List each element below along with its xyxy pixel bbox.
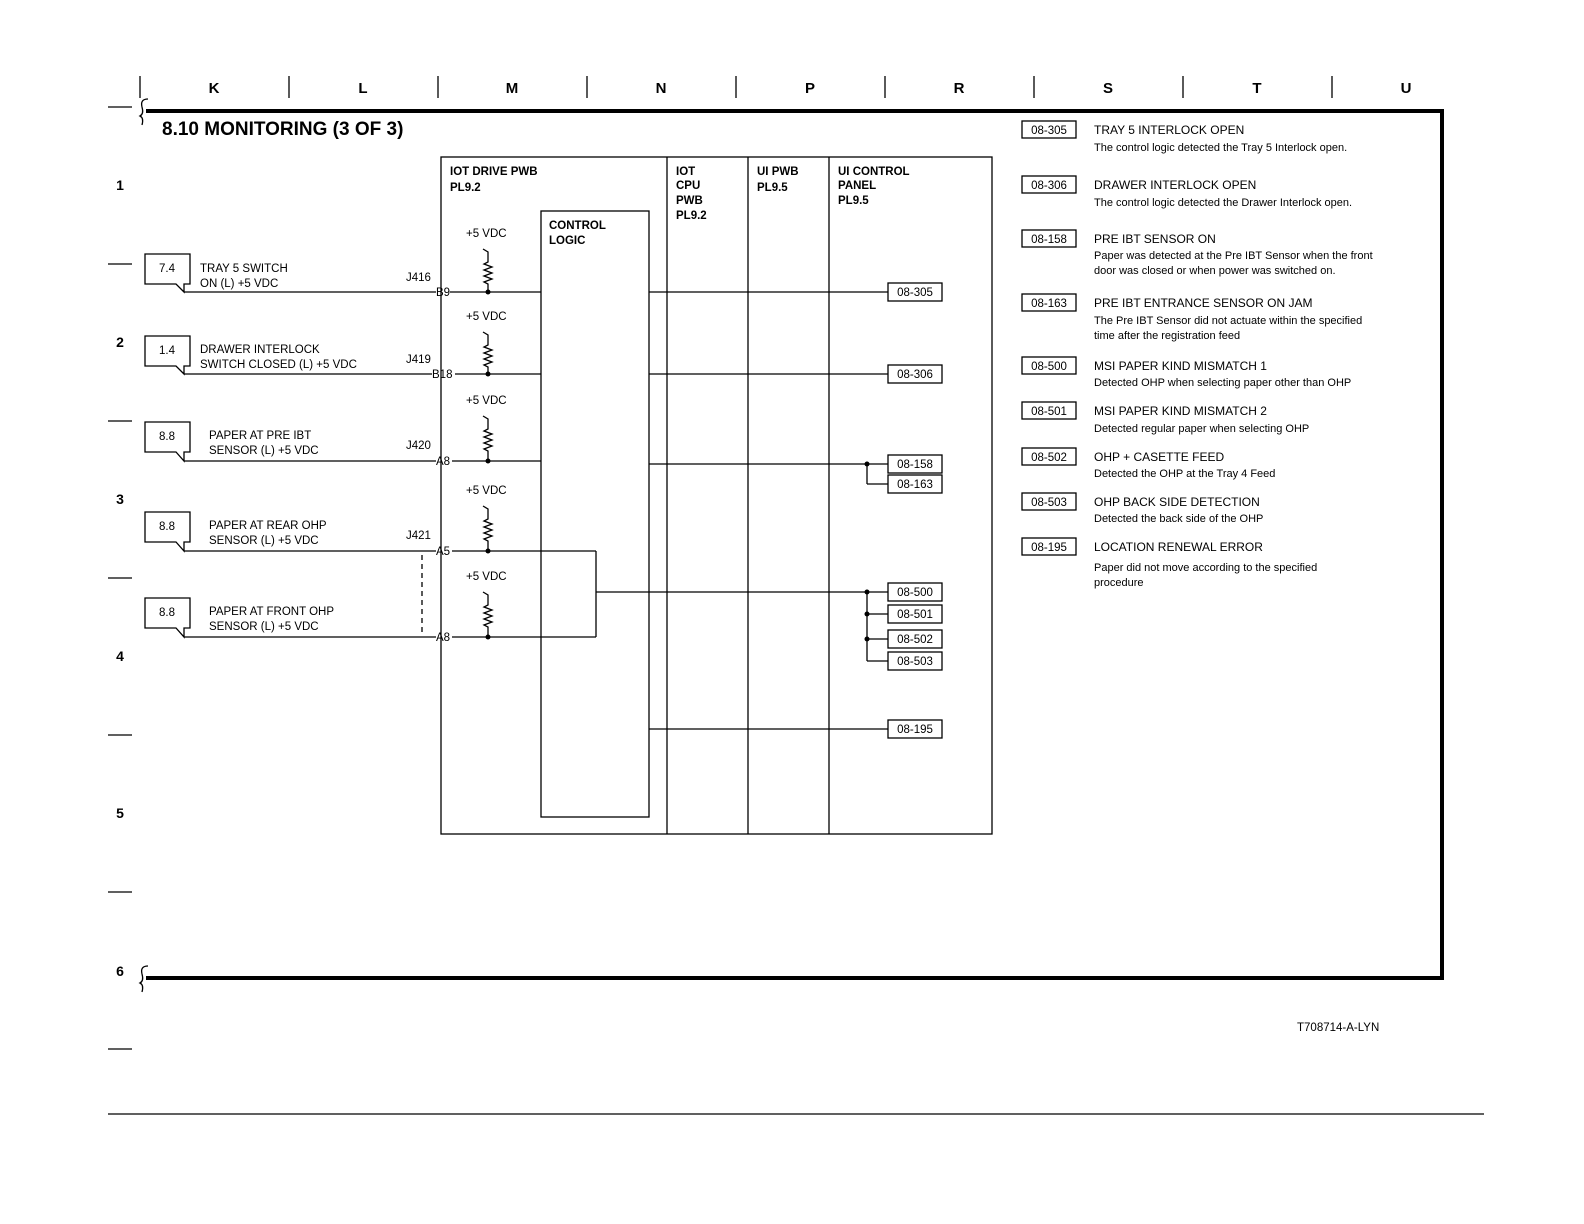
fault-description: Detected the back side of the OHP (1094, 513, 1264, 525)
column-label: S (1102, 80, 1114, 97)
fault-entry-08-503 (1022, 493, 1263, 525)
ref-tag: 7.4 (159, 263, 175, 275)
fault-code: 08-305 (1031, 125, 1067, 137)
output-code: 08-501 (897, 609, 933, 621)
connector-label: J421 (406, 530, 431, 542)
vdc-label: +5 VDC (466, 571, 507, 583)
input-signal-3 (145, 422, 541, 468)
column-label: T (1252, 80, 1262, 97)
column-label: P (804, 80, 816, 97)
connector-label: J416 (406, 272, 431, 284)
ref-tag: 1.4 (159, 345, 175, 357)
column-label: L (358, 80, 368, 97)
signal-label: SWITCH CLOSED (L) +5 VDC (200, 359, 357, 371)
fault-entry-08-500 (1022, 357, 1351, 389)
pullup-resistor-3 (466, 395, 507, 461)
signal-label: ON (L) +5 VDC (200, 278, 279, 290)
fault-entry-08-501 (1022, 402, 1309, 435)
input-signal-5 (145, 555, 596, 644)
fault-title: OHP + CASETTE FEED (1094, 450, 1225, 464)
pullup-resistors (466, 228, 507, 637)
fault-description: The Pre IBT Sensor did not actuate within the specified (1094, 315, 1363, 327)
column-label: N (655, 80, 667, 97)
ref-tag: 8.8 (159, 521, 175, 533)
fault-description: Detected OHP when selecting paper other than OHP (1094, 377, 1352, 389)
output-wiring (649, 292, 888, 729)
column-label: K (208, 80, 220, 97)
row-label: 3 (116, 491, 124, 507)
iot-drive-pl: PL9.2 (450, 182, 481, 194)
fault-code: 08-503 (1031, 497, 1067, 509)
fault-legend (1022, 121, 1373, 589)
fault-description: The control logic detected the Tray 5 Interlock open. (1094, 142, 1348, 154)
signal-label: PAPER AT REAR OHP (209, 520, 327, 532)
fault-description: door was closed or when power was switched on. (1094, 265, 1336, 277)
output-code: 08-305 (897, 287, 933, 299)
iot-cpu-label: PWB (676, 195, 703, 207)
ohp-wiring (596, 551, 867, 637)
iot-cpu-label: CPU (676, 180, 701, 192)
fault-description: Detected the OHP at the Tray 4 Feed (1094, 468, 1276, 480)
pin-label: A5 (436, 546, 451, 558)
pullup-resistor-1 (466, 228, 507, 292)
fault-description: procedure (1094, 577, 1144, 589)
control-logic-label: CONTROL (549, 220, 606, 232)
vdc-label: +5 VDC (466, 228, 507, 240)
signal-label: PAPER AT FRONT OHP (209, 606, 335, 618)
signal-label: SENSOR (L) +5 VDC (209, 621, 319, 633)
ui-panel-label: UI CONTROL (838, 166, 910, 178)
output-code: 08-195 (897, 724, 933, 736)
row-label: 1 (116, 177, 124, 193)
control-logic-label: LOGIC (549, 235, 586, 247)
output-code: 08-306 (897, 369, 933, 381)
column-label: U (1400, 80, 1412, 97)
ref-tag: 8.8 (159, 607, 175, 619)
fault-description: The control logic detected the Drawer Interlock open. (1094, 197, 1353, 209)
output-code: 08-503 (897, 656, 933, 668)
fault-code: 08-195 (1031, 542, 1067, 554)
output-code: 08-163 (897, 479, 933, 491)
pullup-resistor-5 (466, 571, 507, 637)
iot-cpu-pl: PL9.2 (676, 210, 707, 222)
fault-title: MSI PAPER KIND MISMATCH 2 (1094, 404, 1267, 418)
fault-entry-08-305 (1022, 121, 1347, 154)
row-label: 2 (116, 334, 124, 350)
connector-label: J420 (406, 440, 431, 452)
column-label: R (953, 80, 965, 97)
output-code: 08-500 (897, 587, 933, 599)
fault-entry-08-163 (1022, 294, 1362, 342)
pullup-resistor-4 (466, 485, 507, 551)
connector-label: J419 (406, 354, 431, 366)
pin-label: B9 (436, 287, 451, 299)
iot-cpu-label: IOT (676, 166, 696, 178)
input-signal-2 (145, 336, 541, 381)
fault-entry-08-306 (1022, 176, 1352, 209)
fault-title: LOCATION RENEWAL ERROR (1094, 540, 1263, 554)
vdc-label: +5 VDC (466, 311, 507, 323)
ui-panel-pl: PL9.5 (838, 195, 869, 207)
input-signal-4 (145, 512, 596, 558)
fault-title: PRE IBT ENTRANCE SENSOR ON JAM (1094, 296, 1313, 310)
ref-tag: 8.8 (159, 431, 175, 443)
pullup-resistor-2 (466, 311, 507, 374)
fault-title: PRE IBT SENSOR ON (1094, 232, 1216, 246)
pin-label: A8 (436, 632, 451, 644)
fault-code: 08-163 (1031, 298, 1067, 310)
fault-description: Paper did not move according to the specified (1094, 562, 1318, 574)
block-labels (450, 166, 910, 247)
signal-label: SENSOR (L) +5 VDC (209, 445, 319, 457)
output-code: 08-502 (897, 634, 933, 646)
fault-title: DRAWER INTERLOCK OPEN (1094, 178, 1257, 192)
column-grid (140, 76, 1411, 98)
vdc-label: +5 VDC (466, 485, 507, 497)
pin-label: A8 (436, 456, 451, 468)
row-label: 6 (116, 963, 124, 979)
output-code: 08-158 (897, 459, 933, 471)
figure-id: T708714-A-LYN (1297, 1022, 1380, 1034)
fault-description: Detected regular paper when selecting OHP (1094, 423, 1310, 435)
signal-label: DRAWER INTERLOCK (200, 344, 320, 356)
input-signal-1 (145, 254, 541, 299)
fault-entry-08-158 (1022, 230, 1373, 277)
fault-description: time after the registration feed (1094, 330, 1241, 342)
row-label: 4 (116, 648, 124, 664)
fault-description: Paper was detected at the Pre IBT Sensor when the front (1094, 250, 1373, 262)
output-codes (888, 283, 942, 738)
vdc-label: +5 VDC (466, 395, 507, 407)
signal-label: SENSOR (L) +5 VDC (209, 535, 319, 547)
fault-entry-08-502 (1022, 448, 1275, 480)
signal-label: TRAY 5 SWITCH (200, 263, 288, 275)
fault-code: 08-306 (1031, 180, 1067, 192)
ui-pwb-label: UI PWB (757, 166, 799, 178)
signal-label: PAPER AT PRE IBT (209, 430, 312, 442)
iot-drive-label: IOT DRIVE PWB (450, 166, 538, 178)
fault-entry-08-195 (1022, 538, 1317, 589)
fault-code: 08-158 (1031, 234, 1067, 246)
fault-code: 08-502 (1031, 452, 1067, 464)
fault-title: OHP BACK SIDE DETECTION (1094, 495, 1260, 509)
fault-code: 08-501 (1031, 406, 1067, 418)
fault-title: MSI PAPER KIND MISMATCH 1 (1094, 359, 1267, 373)
ui-pwb-pl: PL9.5 (757, 182, 788, 194)
row-label: 5 (116, 805, 124, 821)
row-grid (108, 107, 132, 1049)
page-title: 8.10 MONITORING (3 OF 3) (162, 119, 404, 140)
fault-code: 08-500 (1031, 361, 1067, 373)
fault-title: TRAY 5 INTERLOCK OPEN (1094, 123, 1245, 137)
ui-panel-label: PANEL (838, 180, 877, 192)
column-label: M (505, 80, 519, 97)
pin-label: B18 (432, 369, 453, 381)
